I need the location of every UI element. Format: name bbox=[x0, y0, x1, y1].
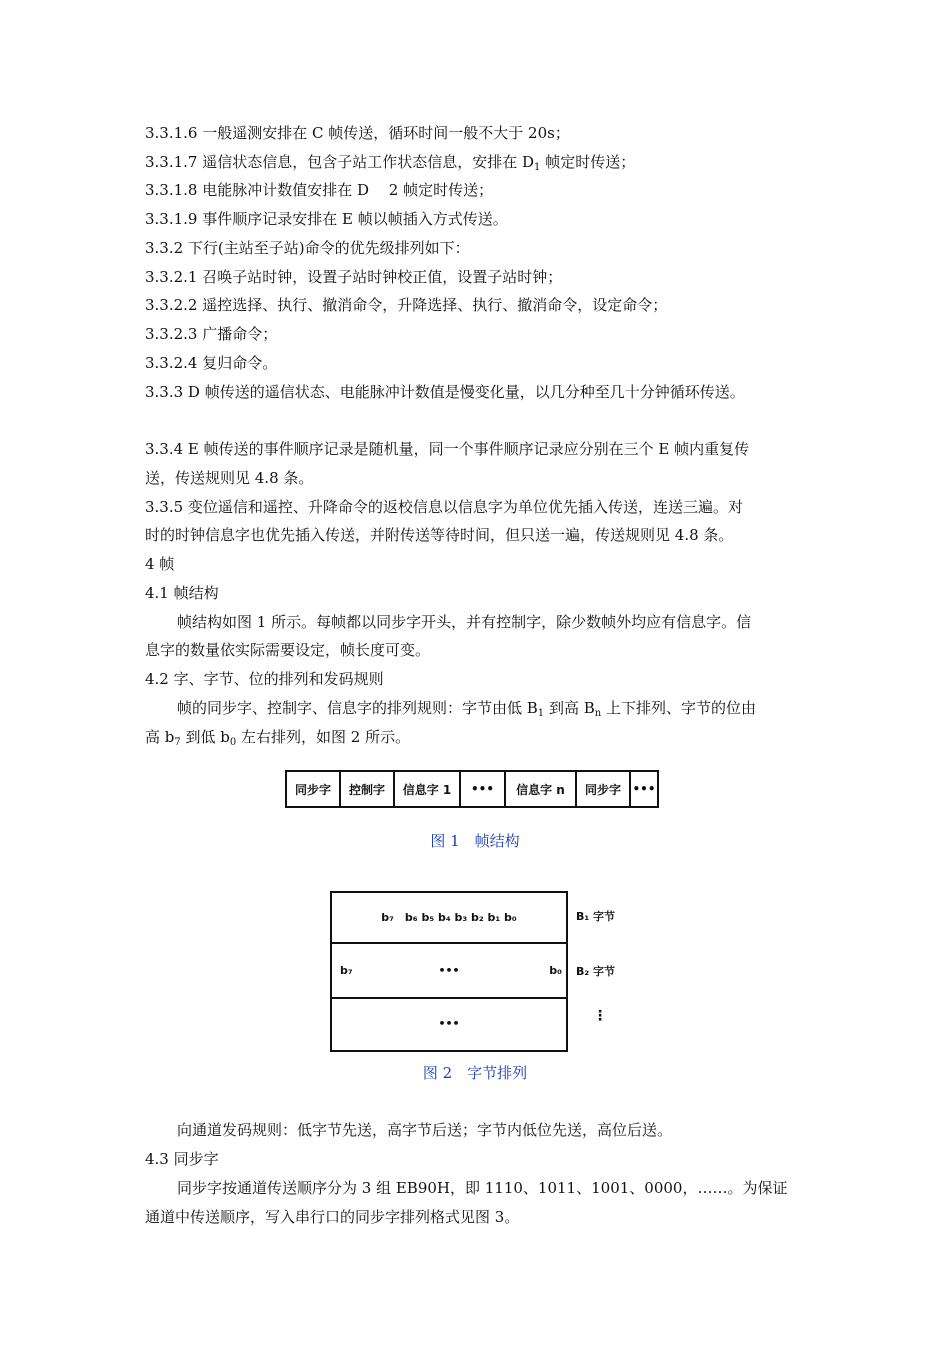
text: 帧定时传送； bbox=[540, 153, 636, 171]
figure-2-caption: 图 2 字节排列 bbox=[422, 1064, 528, 1082]
clause-3-3-4-line2: 送，传送规则见 4.8 条。 bbox=[145, 469, 314, 487]
clause-3-3-1-6: 3.3.1.6 一般遥测安排在 C 帧传送，循环时间一般不大于 20s； bbox=[145, 124, 570, 142]
section-4-heading: 4 帧 bbox=[145, 555, 175, 573]
clause-3-3-2: 3.3.2 下行(主站至子站)命令的优先级排列如下： bbox=[145, 239, 470, 257]
paragraph-4-2-line2 bbox=[145, 727, 810, 747]
paragraph-4-1-line2: 息字的数量依实际需要设定，帧长度可变。 bbox=[145, 641, 431, 659]
text: 上下排列、字节的位由 bbox=[601, 699, 756, 717]
subscript: n bbox=[594, 708, 602, 719]
byte1-bits: b₇ b₆ b₅ b₄ b₃ b₂ b₁ b₀ bbox=[381, 911, 517, 924]
text: 帧的同步字、控制字、信息字的排列规则：字节由低 B bbox=[177, 699, 538, 717]
byte3-ellipsis: ••• bbox=[438, 1017, 460, 1030]
byte2-label: B₂ 字节 bbox=[576, 965, 616, 978]
text: 到高 B bbox=[544, 699, 595, 717]
clause-3-3-4-line1: 3.3.4 E 帧传送的事件顺序记录是随机量，同一个事件顺序记录应分别在三个 E 帧内重复传 bbox=[145, 440, 750, 458]
subscript: 0 bbox=[229, 737, 237, 748]
text: 高 b bbox=[145, 728, 175, 746]
section-4-2-heading: 4.2 字、字节、位的排列和发码规则 bbox=[145, 670, 384, 688]
clause-3-3-3: 3.3.3 D 帧传送的遥信状态、电能脉冲计数值是慢变化量，以几分种至几十分钟循环传送。 bbox=[145, 383, 745, 401]
subscript: 7 bbox=[174, 737, 181, 748]
byte2-high-bit: b₇ bbox=[340, 964, 353, 977]
ellipsis-cell: ••• bbox=[461, 772, 506, 806]
byte2-ellipsis: ••• bbox=[438, 964, 460, 977]
clause-3-3-1-7 bbox=[145, 152, 810, 172]
ellipsis-cell: ••• bbox=[632, 782, 656, 796]
paragraph-4-2-line1 bbox=[177, 698, 810, 718]
clause-3-3-1-8: 3.3.1.8 电能脉冲计数值安排在 D 2 帧定时传送； bbox=[145, 181, 494, 199]
subscript: 1 bbox=[537, 708, 545, 719]
clause-3-3-5-line2: 时的时钟信息字也优先插入传送，并附传送等待时间，但只送一遍，传送规则见 4.8 条。 bbox=[145, 526, 734, 544]
byte-arrangement-figure bbox=[330, 891, 568, 1052]
subscript: 1 bbox=[534, 162, 541, 173]
section-4-1-heading: 4.1 帧结构 bbox=[145, 584, 219, 602]
byte1-label: B₁ 字节 bbox=[576, 910, 616, 923]
paragraph-4-3-line1: 同步字按通道传送顺序分为 3 组 EB90H，即 1110、1011、1001、0000，……。为保证 bbox=[177, 1179, 788, 1197]
paragraph-4-1-line1: 帧结构如图 1 所示。每帧都以同步字开头，并有控制字，除少数帧外均应有信息字。信 bbox=[177, 613, 752, 631]
clause-3-3-1-9: 3.3.1.9 事件顺序记录安排在 E 帧以帧插入方式传送。 bbox=[145, 210, 508, 228]
sync-word-cell: 同步字 bbox=[287, 772, 341, 806]
clause-3-3-2-2: 3.3.2.2 遥控选择、执行、撤消命令，升降选择、执行、撤消命令，设定命令； bbox=[145, 296, 668, 314]
text: 到低 b bbox=[180, 728, 230, 746]
info-word-1-cell: 信息字 1 bbox=[395, 772, 461, 806]
text: 3.3.1.7 遥信状态信息，包含子站工作状态信息，安排在 D bbox=[145, 153, 535, 171]
figure-1-caption: 图 1 帧结构 bbox=[430, 832, 520, 850]
clause-3-3-2-4: 3.3.2.4 复归命令。 bbox=[145, 354, 278, 372]
byte2-low-bit: b₀ bbox=[549, 964, 562, 977]
text: 左右排列，如图 2 所示。 bbox=[236, 728, 411, 746]
info-word-n-cell: 信息字 n bbox=[506, 772, 577, 806]
transmit-rule: 向通道发码规则：低字节先送，高字节后送；字节内低位先送，高位后送。 bbox=[177, 1121, 673, 1139]
row-divider bbox=[332, 942, 566, 944]
clause-3-3-2-1: 3.3.2.1 召唤子站时钟，设置子站时钟校正值，设置子站时钟； bbox=[145, 268, 563, 286]
clause-3-3-5-line1: 3.3.5 变位遥信和遥控、升降命令的返校信息以信息字为单位优先插入传送，连送三遍。对 bbox=[145, 498, 743, 516]
sync-word-cell: 同步字 bbox=[577, 772, 631, 806]
vertical-ellipsis: ⋮ bbox=[593, 1008, 607, 1024]
control-word-cell: 控制字 bbox=[341, 772, 395, 806]
section-4-3-heading: 4.3 同步字 bbox=[145, 1150, 219, 1168]
frame-structure-figure bbox=[285, 770, 659, 808]
paragraph-4-3-line2: 通道中传送顺序，写入串行口的同步字排列格式见图 3。 bbox=[145, 1208, 520, 1226]
clause-3-3-2-3: 3.3.2.3 广播命令； bbox=[145, 325, 278, 343]
row-divider bbox=[332, 997, 566, 999]
